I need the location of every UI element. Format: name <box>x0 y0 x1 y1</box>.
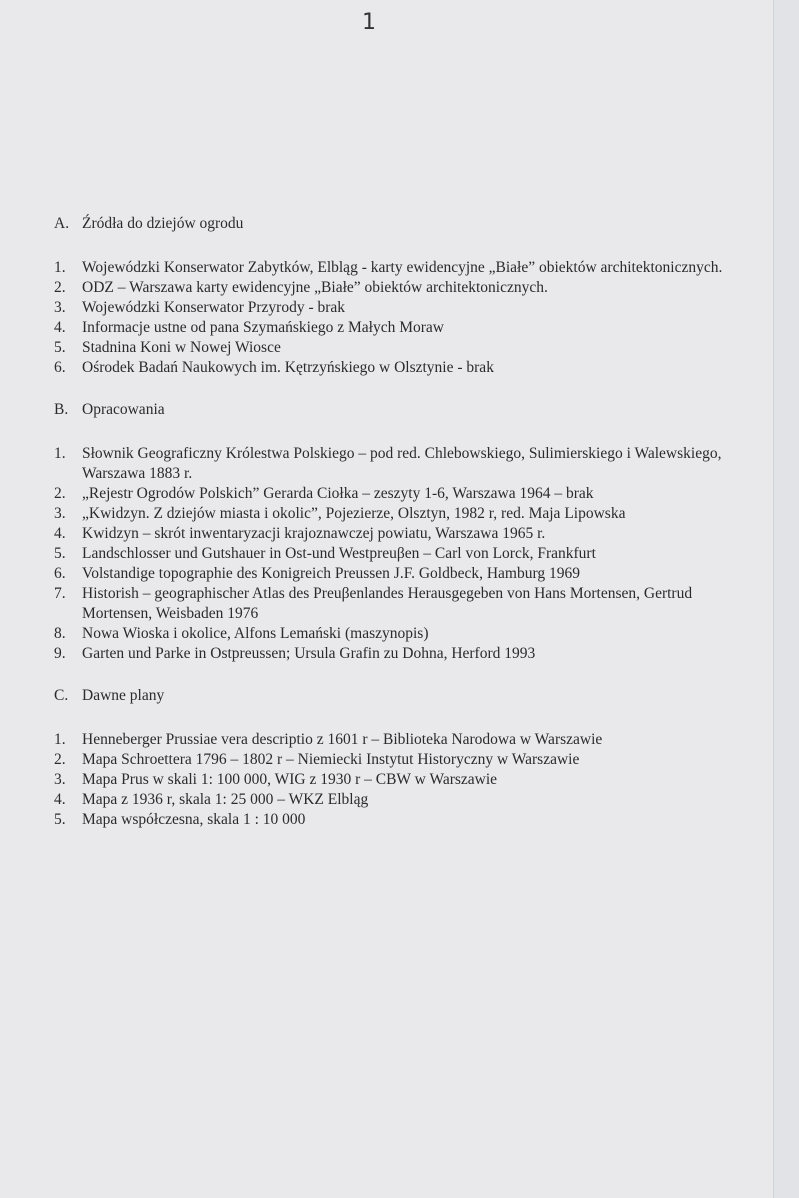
list-item <box>54 524 754 544</box>
section-title: Opracowania <box>82 401 165 418</box>
item-number: 2. <box>54 751 66 768</box>
item-number: 4. <box>54 319 66 336</box>
item-text: Ośrodek Badań Naukowych im. Kętrzyńskiego w Olsztynie - brak <box>82 359 494 376</box>
item-number: 5. <box>54 339 66 356</box>
item-text: Volstandige topographie des Konigreich Preussen J.F. Goldbeck, Hamburg 1969 <box>82 565 580 582</box>
section-heading-c <box>54 686 754 706</box>
list-item <box>54 544 754 564</box>
item-number: 9. <box>54 645 66 662</box>
item-number: 6. <box>54 359 66 376</box>
historical-maps-list <box>54 730 754 830</box>
paper-edge <box>773 0 799 1198</box>
item-text: Landschlosser und Gutshauer in Ost-und Westpreuβen – Carl von Lorck, Frankfurt <box>82 545 596 562</box>
list-item <box>54 444 754 484</box>
item-number: 4. <box>54 525 66 542</box>
item-text: Stadnina Koni w Nowej Wiosce <box>82 339 281 356</box>
item-text: „Rejestr Ogrodów Polskich” Gerarda Ciołka – zeszyty 1-6, Warszawa 1964 – brak <box>82 485 594 502</box>
item-number: 3. <box>54 299 66 316</box>
list-item <box>54 298 754 318</box>
list-item <box>54 810 754 830</box>
sources-list <box>54 258 754 378</box>
list-item <box>54 504 754 524</box>
list-item <box>54 358 754 378</box>
section-letter: A. <box>54 215 70 232</box>
item-number: 3. <box>54 505 66 522</box>
item-text: Mapa z 1936 r, skala 1: 25 000 – WKZ Elbląg <box>82 791 369 808</box>
item-text: „Kwidzyn. Z dziejów miasta i okolic”, Pojezierze, Olsztyn, 1982 r, red. Maja Lipowska <box>82 505 626 522</box>
item-number: 7. <box>54 585 66 602</box>
item-text: Henneberger Prussiae vera descriptio z 1601 r – Biblioteka Narodowa w Warszawie <box>82 731 603 748</box>
list-item <box>54 624 754 644</box>
item-text: Historish – geographischer Atlas des Preuβenlandes Herausgegeben von Hans Mortensen, Gertrud Mortensen, Weisbaden 1976 <box>82 585 693 622</box>
list-item <box>54 318 754 338</box>
list-item <box>54 584 754 624</box>
list-item <box>54 730 754 750</box>
item-number: 6. <box>54 565 66 582</box>
item-text: Kwidzyn – skrót inwentaryzacji krajoznawczej powiatu, Warszawa 1965 r. <box>82 525 546 542</box>
list-item <box>54 750 754 770</box>
item-number: 3. <box>54 771 66 788</box>
list-item <box>54 484 754 504</box>
section-heading-b <box>54 400 754 420</box>
document-content <box>54 214 754 830</box>
list-item <box>54 258 754 278</box>
item-number: 8. <box>54 625 66 642</box>
list-item <box>54 564 754 584</box>
section-title: Źródła do dziejów ogrodu <box>82 215 244 232</box>
list-item <box>54 790 754 810</box>
section-letter: B. <box>54 401 69 418</box>
item-text: Nowa Wioska i okolice, Alfons Lemański (maszynopis) <box>82 625 429 642</box>
item-number: 4. <box>54 791 66 808</box>
item-number: 5. <box>54 811 66 828</box>
section-letter: C. <box>54 687 69 704</box>
item-text: Słownik Geograficzny Królestwa Polskiego – pod red. Chlebowskiego, Sulimierskiego i Walewskiego, Warszawa 1883 r. <box>82 445 722 482</box>
page-number: 1 <box>362 10 376 35</box>
item-text: ODZ – Warszawa karty ewidencyjne „Białe” obiektów architektonicznych. <box>82 279 548 296</box>
item-text: Informacje ustne od pana Szymańskiego z Małych Moraw <box>82 319 444 336</box>
item-text: Mapa współczesna, skala 1 : 10 000 <box>82 811 306 828</box>
list-item <box>54 338 754 358</box>
item-text: Wojewódzki Konserwator Zabytków, Elbląg - karty ewidencyjne „Białe” obiektów architektonicznych. <box>82 259 723 276</box>
item-text: Garten und Parke in Ostpreussen; Ursula Grafin zu Dohna, Herford 1993 <box>82 645 536 662</box>
item-number: 2. <box>54 485 66 502</box>
item-number: 1. <box>54 731 66 748</box>
section-heading-a <box>54 214 754 234</box>
list-item <box>54 644 754 664</box>
section-title: Dawne plany <box>82 687 165 704</box>
publications-list <box>54 444 754 664</box>
list-item <box>54 278 754 298</box>
item-text: Wojewódzki Konserwator Przyrody - brak <box>82 299 346 316</box>
item-number: 1. <box>54 259 66 276</box>
item-text: Mapa Prus w skali 1: 100 000, WIG z 1930 r – CBW w Warszawie <box>82 771 498 788</box>
list-item <box>54 770 754 790</box>
item-number: 5. <box>54 545 66 562</box>
item-text: Mapa Schroettera 1796 – 1802 r – Niemiecki Instytut Historyczny w Warszawie <box>82 751 580 768</box>
item-number: 1. <box>54 445 66 462</box>
item-number: 2. <box>54 279 66 296</box>
